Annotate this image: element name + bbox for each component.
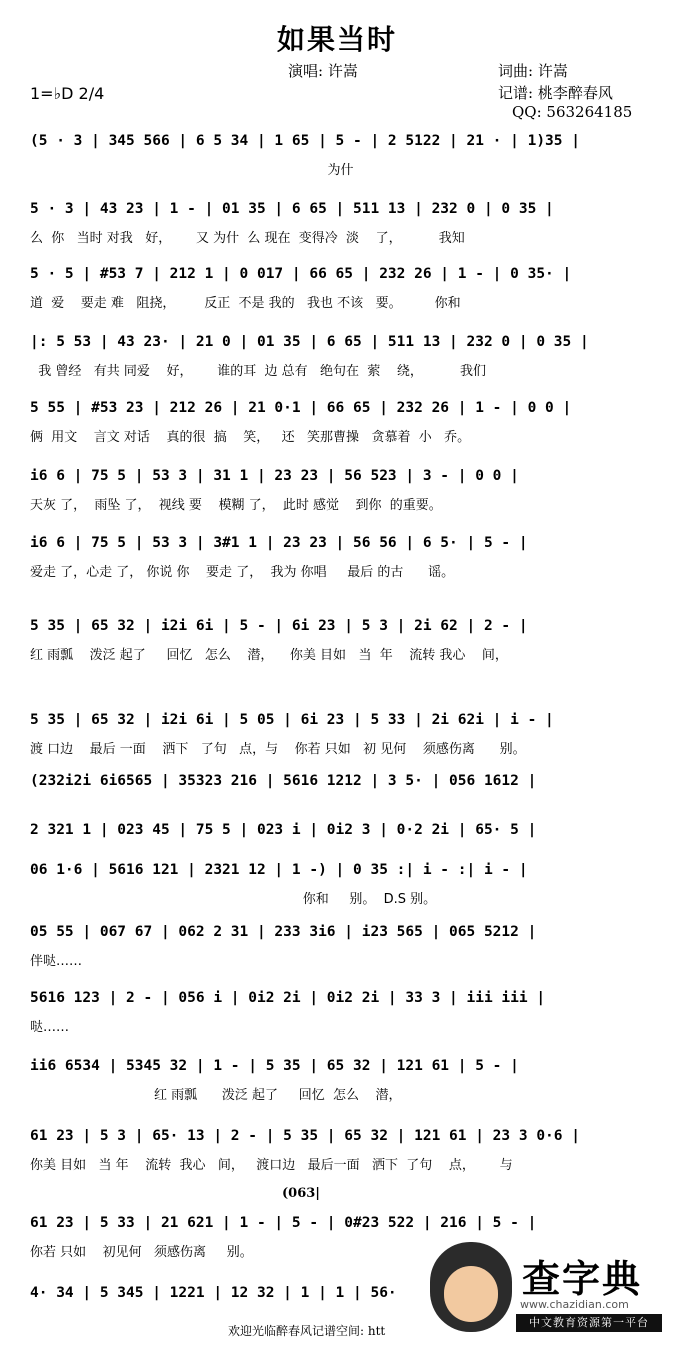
notation: 5 · 5 | #53 7 | 212 1 | 0 017 | 66 65 | 232 26 | 1 - | 0 35· | [30, 266, 572, 282]
watermark-brand: 查字典 [522, 1257, 643, 1301]
notation: 5 35 | 65 32 | i2i 6i | 5 - | 6i 23 | 5 3 | 2i 62 | 2 - | [30, 618, 528, 634]
lyrics: 渡 口边 最后 一面 洒下 了句 点，与 你若 只如 初 见何 须感伤离 别。 [30, 742, 526, 756]
notation: 4· 34 | 5 345 | 1221 | 12 32 | 1 | 1 | 56· [30, 1285, 397, 1301]
watermark-slogan: 中文教育资源第一平台 [516, 1314, 662, 1332]
score-line [30, 400, 640, 446]
notation: 06 1·6 | 5616 121 | 2321 12 | 1 -) | 0 35 :| i - :| i - | [30, 862, 528, 878]
notation: i6 6 | 75 5 | 53 3 | 3#1 1 | 23 23 | 56 56 | 6 5· | 5 - | [30, 535, 528, 551]
lyrics: 哒…… [30, 1020, 70, 1034]
notation: i6 6 | 75 5 | 53 3 | 31 1 | 23 23 | 56 523 | 3 - | 0 0 | [30, 468, 519, 484]
qq-contact: QQ: 563264185 [512, 103, 633, 121]
watermark-url: www.chazidian.com [520, 1298, 629, 1311]
notation: 5616 123 | 2 - | 056 i | 0i2 2i | 0i2 2i | 33 3 | iii iii | [30, 990, 546, 1006]
notation: (5 · 3 | 345 566 | 6 5 34 | 1 65 | 5 - | 2 5122 | 21 · | 1)35 | [30, 133, 580, 149]
score-line [30, 266, 640, 312]
score-line [30, 773, 640, 819]
score-line [30, 334, 640, 380]
composer-credit: 词曲: 许嵩 [498, 62, 568, 80]
transcriber-credit: 记谱: 桃李醉春风 [498, 84, 613, 102]
repeat-note: (063| [282, 1186, 321, 1201]
notation: 5 55 | #53 23 | 212 26 | 21 0·1 | 66 65 | 232 26 | 1 - | 0 0 | [30, 400, 572, 416]
song-title: 如果当时 [276, 23, 397, 56]
score-line [30, 1058, 640, 1104]
notation: 61 23 | 5 33 | 21 621 | 1 - | 5 - | 0#23 522 | 216 | 5 - | [30, 1215, 537, 1231]
notation: (232i2i 6i6565 | 35323 216 | 5616 1212 | 3 5· | 056 1612 | [30, 773, 537, 789]
score-line [30, 1128, 640, 1174]
lyrics: 红 雨瓢 泼泛 起了 回忆 怎么 潜， [30, 1088, 402, 1102]
notation: 5 · 3 | 43 23 | 1 - | 01 35 | 6 65 | 511 13 | 232 0 | 0 35 | [30, 201, 554, 217]
score-line [30, 990, 640, 1036]
lyrics: 天灰 了， 雨坠 了， 视线 要 模糊 了， 此时 感觉 到你 的重要。 [30, 498, 442, 512]
lyrics: 爱走 了，心走 了， 你说 你 要走 了， 我为 你唱 最后 的古 谣。 [30, 565, 455, 579]
score-line [30, 618, 640, 664]
footer-text: 欢迎光临醉春风记谱空间: htt [228, 1324, 386, 1338]
score-line [30, 924, 640, 970]
score-line [30, 712, 640, 758]
lyrics: 你和 别。 D.S 别。 [30, 892, 437, 906]
score-line [30, 862, 640, 908]
lyrics: 红 雨瓢 泼泛 起了 回忆 怎么 潜， 你美 目如 当 年 流转 我心 间， [30, 648, 508, 662]
watermark-logo [424, 1236, 664, 1342]
lyrics: 我 曾经 有共 同爱 好， 谁的耳 边 总有 绝句在 萦 绕， 我们 [30, 364, 487, 378]
notation: 61 23 | 5 3 | 65· 13 | 2 - | 5 35 | 65 32 | 121 61 | 23 3 0·6 | [30, 1128, 580, 1144]
lyrics: 为什 [30, 163, 354, 177]
score-line [30, 201, 640, 247]
notation: 05 55 | 067 67 | 062 2 31 | 233 3i6 | i23 565 | 065 5212 | [30, 924, 537, 940]
lyrics: 伴哒…… [30, 954, 83, 968]
singer-credit: 演唱: 许嵩 [288, 62, 358, 80]
notation: |: 5 53 | 43 23· | 21 0 | 01 35 | 6 65 | 511 13 | 232 0 | 0 35 | [30, 334, 589, 350]
key-signature: 1=♭D 2/4 [30, 84, 105, 103]
lyrics: 你美 目如 当 年 流转 我心 间， 渡口边 最后一面 洒下 了句 点， 与 [30, 1158, 513, 1172]
lyrics [30, 799, 670, 817]
lyrics: 么 你 当时 对我 好， 又 为什 么 现在 变得冷 淡 了， 我知 [30, 231, 465, 245]
lyrics: 俩 用文 言文 对话 真的很 搞 笑， 还 笑那曹操 贪慕着 小 乔。 [30, 430, 471, 444]
notation: ii6 6534 | 5345 32 | 1 - | 5 35 | 65 32 | 121 61 | 5 - | [30, 1058, 519, 1074]
score-line [30, 535, 640, 581]
notation: 5 35 | 65 32 | i2i 6i | 5 05 | 6i 23 | 5 33 | 2i 62i | i - | [30, 712, 554, 728]
score-line [30, 468, 640, 514]
lyrics: 道 爱 要走 难 阻挠， 反正 不是 我的 我也 不该 要。 你和 [30, 296, 461, 310]
score-line [30, 133, 640, 179]
lyrics: 你若 只如 初见何 须感伤离 别。 [30, 1245, 253, 1259]
notation: 2 321 1 | 023 45 | 75 5 | 023 i | 0i2 3 | 0·2 2i | 65· 5 | [30, 822, 537, 838]
mascot-face-icon [444, 1266, 498, 1322]
